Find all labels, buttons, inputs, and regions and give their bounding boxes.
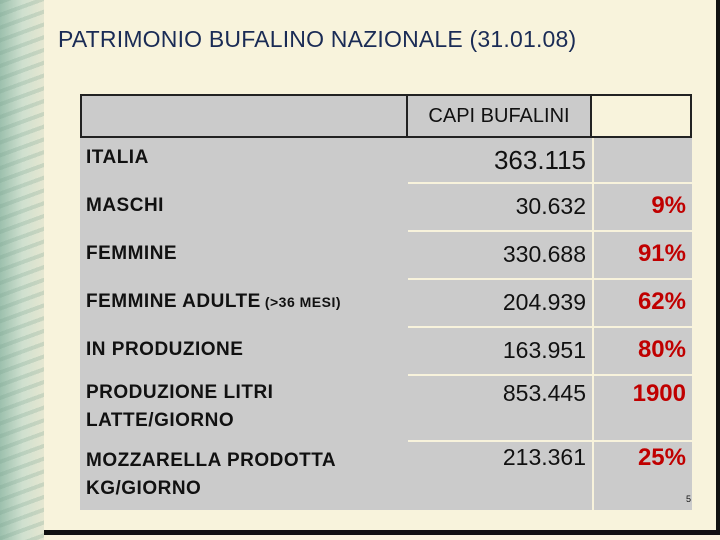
header-percent-cell (592, 94, 692, 138)
row-label-text: FEMMINE ADULTE (86, 291, 261, 312)
row-percent: 9% (651, 192, 686, 219)
row-label: ITALIA (86, 147, 149, 168)
row-percent: 25% (637, 444, 686, 471)
row-label: PRODUZIONE LITRI LATTE/GIORNO (86, 382, 274, 431)
row-percent: 62% (637, 288, 686, 315)
slide-title: PATRIMONIO BUFALINO NAZIONALE (31.01.08) (58, 26, 577, 52)
row-percent: 80% (637, 336, 686, 363)
row-label: FEMMINE (86, 243, 178, 264)
row-value: 330.688 (502, 240, 586, 267)
decorative-side-pattern (0, 0, 50, 540)
table-row (80, 440, 692, 510)
row-label: MOZZARELLA PRODOTTA KG/GIORNO (86, 450, 337, 499)
row-percent (592, 138, 692, 182)
row-value: 204.939 (502, 288, 586, 315)
row-label-note: (>36 MESI) (264, 294, 342, 310)
row-value: 213.361 (502, 444, 586, 470)
table-row (80, 138, 692, 182)
table-row (80, 374, 692, 440)
row-label: MASCHI (86, 195, 164, 216)
row-value: 30.632 (515, 192, 586, 219)
row-percent: 1900 (632, 380, 686, 407)
row-label (86, 278, 404, 326)
table-row (80, 182, 692, 230)
table-row (80, 326, 692, 374)
header-capi-bufalini: CAPI BUFALINI (408, 94, 592, 138)
row-label: IN PRODUZIONE (86, 339, 244, 360)
row-percent: 91% (637, 240, 686, 267)
table-row (80, 278, 692, 326)
row-value: 363.115 (493, 144, 586, 175)
header-label-cell (80, 94, 408, 138)
page-number: 5 (686, 494, 692, 504)
row-value: 853.445 (502, 380, 586, 406)
table-row (80, 230, 692, 278)
row-value: 163.951 (502, 336, 586, 363)
data-table (80, 94, 692, 514)
